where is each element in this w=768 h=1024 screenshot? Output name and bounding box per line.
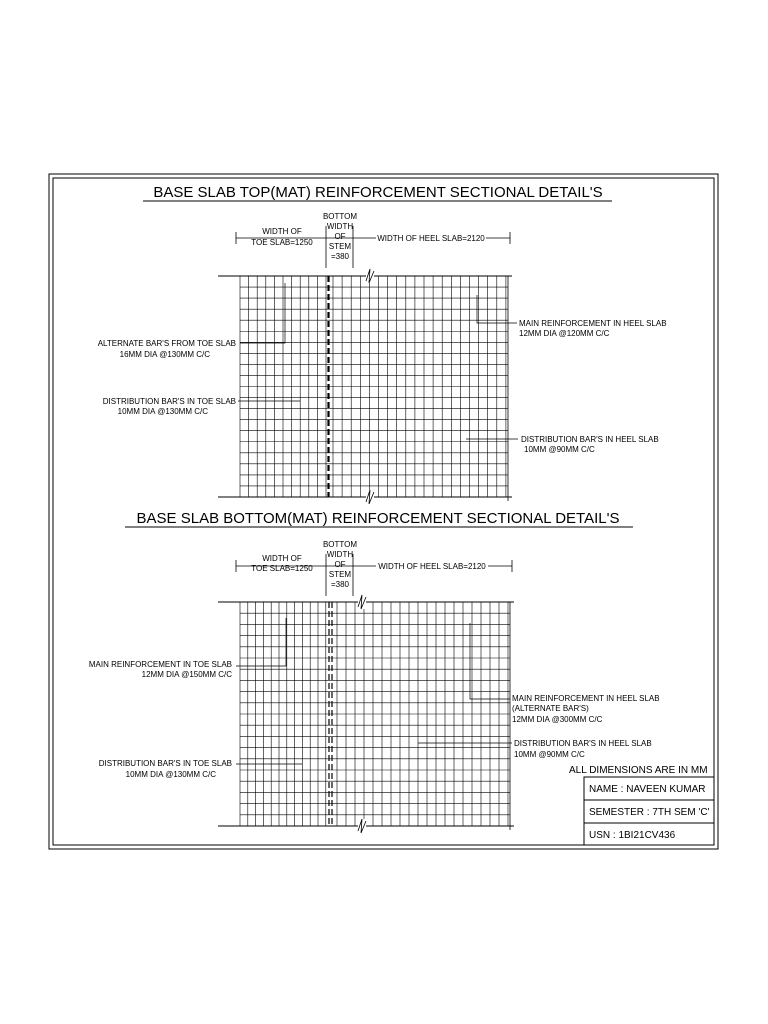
top-dim-stem-2: WIDTH	[326, 222, 354, 231]
top-dim-stem-5: =380	[330, 252, 350, 261]
bottom-title: BASE SLAB BOTTOM(MAT) REINFORCEMENT SECTIONAL DETAIL'S	[136, 510, 620, 527]
bottom-dim-stem-1: BOTTOM	[322, 540, 358, 549]
top-callout-alt-toe-1: ALTERNATE BAR'S FROM TOE SLAB	[97, 339, 236, 348]
top-callout-alt-toe-2: 16MM DIA @130MM C/C	[119, 350, 210, 359]
top-detail	[98, 184, 667, 504]
dimensions-note: ALL DIMENSIONS ARE IN MM	[569, 765, 708, 776]
bottom-callout-main-toe-1: MAIN REINFORCEMENT IN TOE SLAB	[88, 660, 232, 669]
top-callout-dist-toe-1: DISTRIBUTION BAR'S IN TOE SLAB	[102, 397, 236, 406]
bottom-callout-main-heel-3: 12MM DIA @300MM C/C	[512, 715, 603, 724]
bottom-callout-dist-heel-1: DISTRIBUTION BAR'S IN HEEL SLAB	[514, 739, 652, 748]
bottom-dim-stem-2: WIDTH	[326, 550, 354, 559]
bottom-detail	[89, 510, 660, 833]
top-callout-main-heel-1: MAIN REINFORCEMENT IN HEEL SLAB	[519, 319, 667, 328]
top-dim-toe-1: WIDTH OF	[262, 227, 302, 236]
title-block	[569, 765, 714, 845]
bottom-callout-leaders	[236, 618, 512, 764]
top-callout-dist-heel-1: DISTRIBUTION BAR'S IN HEEL SLAB	[521, 435, 659, 444]
bottom-slab-grid	[218, 595, 514, 833]
top-dim-stem-4: STEM	[328, 242, 352, 251]
bottom-callout-main-heel-2: (ALTERNATE BAR'S)	[512, 704, 589, 713]
top-dim-stem-1: BOTTOM	[322, 212, 358, 221]
bottom-callout-dist-heel-2: 10MM @90MM C/C	[514, 750, 585, 759]
top-callout-dist-toe-2: 10MM DIA @130MM C/C	[117, 407, 208, 416]
semester-field: SEMESTER : 7TH SEM 'C'	[589, 807, 710, 818]
bottom-dim-stem-3: OF	[334, 560, 346, 569]
top-slab-grid	[218, 269, 512, 504]
bottom-dim-heel: WIDTH OF HEEL SLAB=2120	[378, 562, 486, 571]
top-dim-heel: WIDTH OF HEEL SLAB=2120	[377, 234, 485, 243]
bottom-dim-toe-1: WIDTH OF	[262, 554, 302, 563]
bottom-callout-dist-toe-2: 10MM DIA @130MM C/C	[125, 770, 216, 779]
top-callout-dist-heel-2: 10MM @90MM C/C	[524, 445, 595, 454]
bottom-callout-main-heel-1: MAIN REINFORCEMENT IN HEEL SLAB	[512, 694, 660, 703]
bottom-dim-stem-5: =380	[330, 580, 350, 589]
usn-field: USN : 1BI21CV436	[589, 830, 676, 841]
bottom-dim-toe-2: TOE SLAB=1250	[251, 564, 313, 573]
top-title: BASE SLAB TOP(MAT) REINFORCEMENT SECTIONAL DETAIL'S	[153, 184, 603, 201]
name-field: NAME : NAVEEN KUMAR	[589, 784, 706, 795]
top-dim-stem-3: OF	[334, 232, 346, 241]
bottom-callout-dist-toe-1: DISTRIBUTION BAR'S IN TOE SLAB	[98, 759, 232, 768]
bottom-callout-main-toe-2: 12MM DIA @150MM C/C	[141, 670, 232, 679]
top-callout-main-heel-2: 12MM DIA @120MM C/C	[519, 329, 610, 338]
bottom-dim-stem-4: STEM	[328, 570, 352, 579]
top-dim-toe-2: TOE SLAB=1250	[251, 238, 313, 247]
top-callout-leaders	[238, 283, 518, 439]
